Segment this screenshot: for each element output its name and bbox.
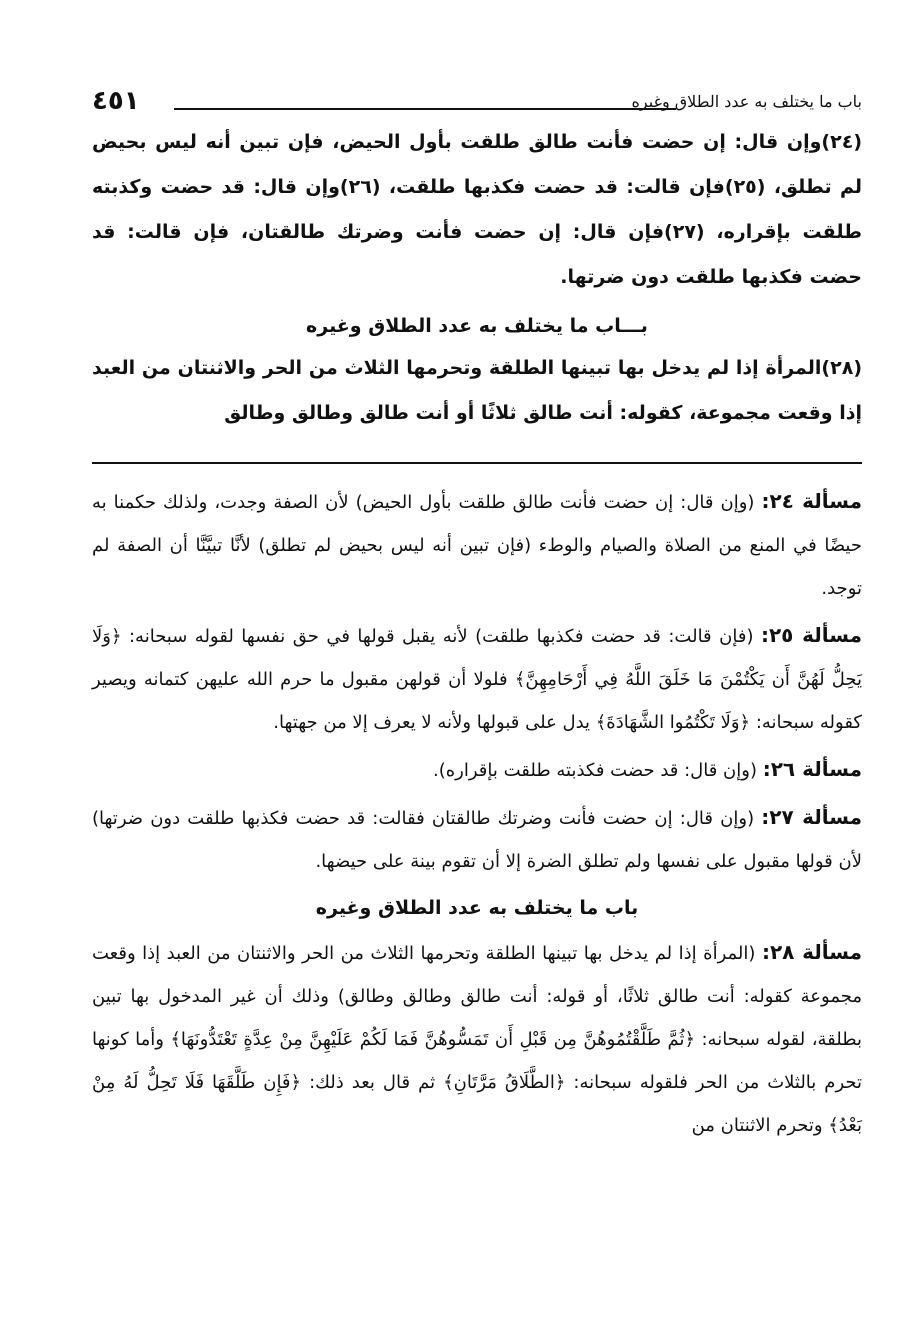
issue-25: [92, 614, 862, 744]
issue-28: [92, 931, 862, 1147]
page-number: ٤٥١: [92, 86, 140, 116]
issue-text: (فإن قالت: قد حضت فكذبها طلقت) لأنه يقبل قولها في حق نفسها لقوله سبحانه: ﴿وَلَا يَحِلُّ لَهُنَّ أَن يَكْتُمْنَ مَا خَلَقَ اللَّهُ فِي أَرْحَامِهِنَّ﴾ فلولا أن قولهن مقبول ما حرم الله عليهن كتمانه ويصير كقوله سبحانه: ﴿وَلَا تَكْتُمُوا الشَّهَادَةَ﴾ يدل على قبولها ولأنه لا يعرف إلا من جهتها.: [92, 626, 862, 733]
issue-27: [92, 796, 862, 883]
matn-paragraph: (٢٤)وإن قال: إن حضت فأنت طالق طلقت بأول الحيض، فإن تبين أنه ليس بحيض لم تطلق، (٢٥)فإن قالت: قد حضت فكذبها طلقت، (٢٦)وإن قال: قد حضت وكذبته طلقت بإقراره، (٢٧)فإن قال: إن حضت فأنت وضرتك طالقتان، فإن قالت: قد حضت فكذبها طلقت دون ضرتها.: [92, 131, 862, 288]
matn-chapter-heading: بـــاب ما يختلف به عدد الطلاق وغيره: [306, 315, 648, 337]
issue-label: مسألة ٢٧:: [761, 805, 862, 829]
issue-label: مسألة ٢٨:: [761, 940, 862, 964]
commentary: [92, 480, 862, 1147]
issue-24: [92, 480, 862, 610]
header-rule: [174, 108, 676, 110]
running-title: باب ما يختلف به عدد الطلاق وغيره: [631, 92, 862, 111]
issue-label: مسألة ٢٥:: [760, 623, 862, 647]
issue-text: (المرأة إذا لم يدخل بها تبينها الطلقة وتحرمها الثلاث من الحر والاثنتان من العبد إذا وقعت مجموعة كقوله: أنت طالق ثلاثًا، أو قوله: أنت طالق وطالق وطالق) وذلك أن غير المدخول بها تبين بطلقة، لقوله سبحانه: ﴿ثُمَّ طَلَّقْتُمُوهُنَّ مِن قَبْلِ أَن تَمَسُّوهُنَّ فَمَا لَكُمْ عَلَيْهِنَّ مِنْ عِدَّةٍ تَعْتَدُّونَهَا﴾ وأما كونها تحرم بالثلاث من الحر فلقوله سبحانه: ﴿الطَّلَاقُ مَرَّتَانِ﴾ ثم قال بعد ذلك: ﴿فَإِن طَلَّقَهَا فَلَا تَحِلُّ لَهُ مِنْ بَعْدُ﴾ وتحرم الاثنتان من: [92, 943, 862, 1136]
matn-text: [92, 120, 862, 436]
issue-text: (وإن قال: إن حضت فأنت طالق طلقت بأول الحيض) لأن الصفة وجدت، ولذلك حكمنا به حيضًا في المنع من الصلاة والصيام والوطء (فإن تبين أنه ليس بحيض لم تطلق) لأنَّا تبيَّنَّا أن الصفة لم توجد.: [92, 492, 862, 599]
commentary-chapter-heading: باب ما يختلف به عدد الطلاق وغيره: [315, 897, 639, 919]
issue-label: مسألة ٢٦:: [762, 757, 862, 781]
issue-text: (وإن قال: إن حضت فأنت وضرتك طالقتان فقالت: قد حضت فكذبها طلقت دون ضرتها) لأن قولها مقبول على نفسها ولم تطلق الضرة إلا أن تقوم بينة على حيضها.: [92, 808, 862, 872]
issue-label: مسألة ٢٤:: [761, 489, 862, 513]
issue-26: [92, 748, 862, 792]
page-header: [92, 78, 862, 120]
matn-paragraph: (٢٨)المرأة إذا لم يدخل بها تبينها الطلقة وتحرمها الثلاث من الحر والاثنتان من العبد إذا وقعت مجموعة، كقوله: أنت طالق ثلاثًا أو أنت طالق وطالق وطالق: [92, 357, 862, 424]
issue-text: (وإن قال: قد حضت فكذبته طلقت بإقراره).: [432, 760, 757, 781]
footnote-divider: [92, 462, 862, 464]
page: [92, 78, 862, 1151]
